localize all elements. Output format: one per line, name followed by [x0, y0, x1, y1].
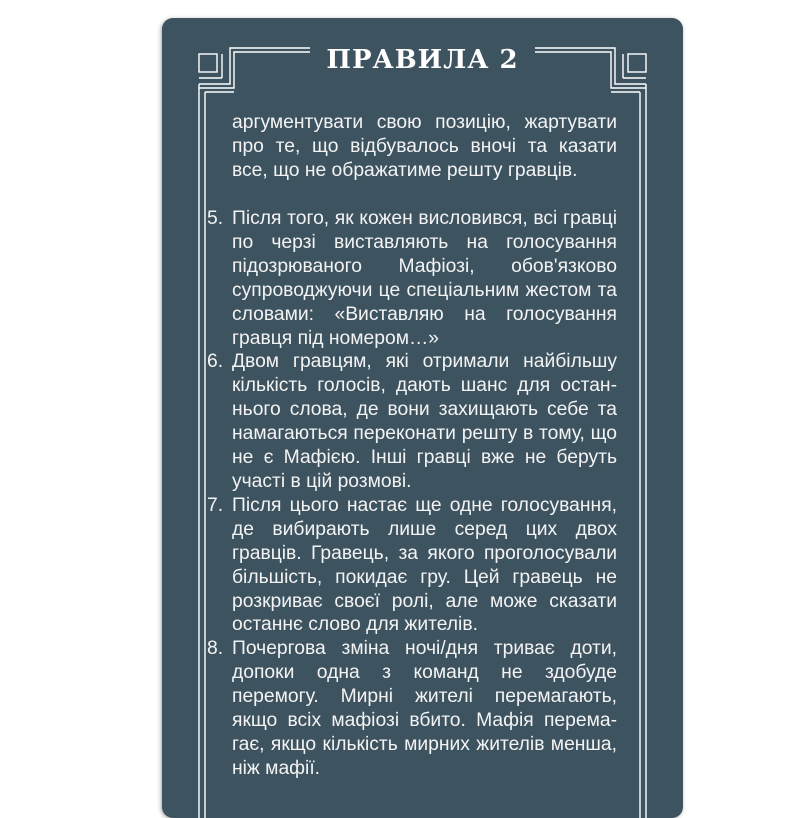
page-title: ПРАВИЛА 2 [326, 45, 519, 75]
rule-text: Двом гравцям, які отримали найбільшу кількість голосів, дають шанс для останнього слова, де вони захищають себе та намагаються переконати решту в тому, що не є Мафією. Інші гравці вже не беруть участі в цій розмові. [232, 351, 617, 492]
rule-number: 8. [207, 638, 224, 660]
rules-list [207, 207, 617, 781]
rule-item-7 [207, 494, 617, 637]
rule-number: 5. [207, 208, 224, 229]
rule-number: 7. [207, 494, 224, 516]
rule-continuation-text: аргументувати свою позицію, жартувати про те, що відбувалось вночі та казати все, що не ображатиме решту гравців. [232, 112, 617, 181]
rule-item-8 [207, 637, 617, 780]
rule-text: Після того, як кожен висловився, всі гравці по черзі виставляють на голосування підозрюваного Мафіозі, обов'язково супроводжуючи це спеціальним жестом та словами: «Виставляю на голосування гравця під номером…» [232, 208, 617, 349]
rules-card [162, 18, 683, 818]
rule-number: 6. [207, 351, 224, 373]
rule-text: Почергова зміна ночі/дня триває доти, допоки одна з команд не здобуде перемогу. Мирні жителі перемагають, якщо всіх мафіозі вбито. Мафія перемагає, якщо кількість мирних жителів менша, ніж мафії. [232, 638, 617, 779]
rule-item-5 [207, 207, 617, 350]
rule-text: Після цього настає ще одне голосування, де вибирають лише серед цих двох гравців. Гравець, за якого проголосували більшість, покидає гру. Цей гравець не розкриває своєї ролі, але може сказати останнє слово для жителів. [232, 494, 617, 636]
rule-item-6 [207, 350, 617, 493]
